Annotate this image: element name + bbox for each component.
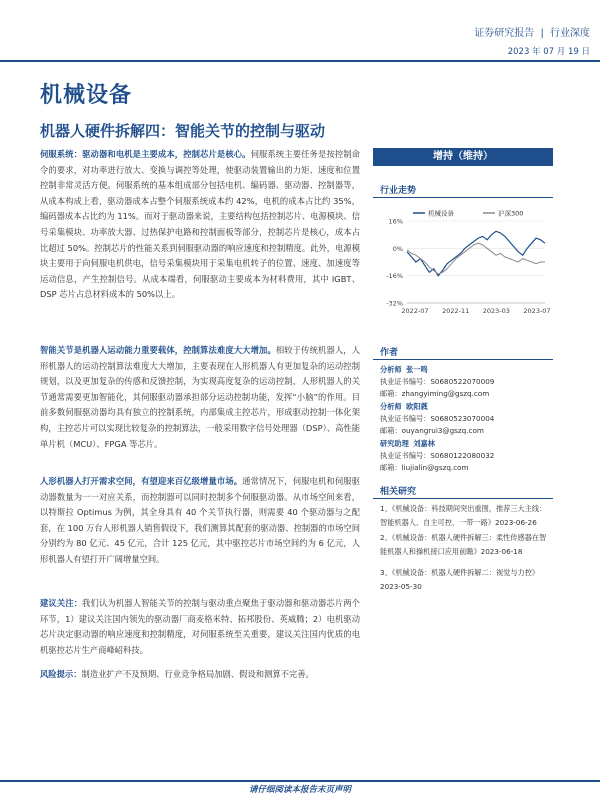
paragraph-body: 通常情况下，伺服电机和伺服驱动器数量为一一对应关系，而控制器可以同时控制多个伺服驱动器。从市场空间来看，以特斯拉 Optimus 为例，其全身具有 40 个关节执行器，则需要 40 个驱动器与之配套，在 100 万台人形机器人销售假设下，我们测算其配套的驱动器、控制器的市场空间分别约为 80 亿元、45 亿元，合计 125 亿元，其中驱控芯片市场空间约为 6 亿元，人形机器人有望打开广阔增量空间。 <box>40 476 360 564</box>
analyst-email[interactable]: liujialin@gszq.com <box>401 463 469 472</box>
cert-label: 执业证书编号： <box>380 451 431 460</box>
analyst-card <box>380 438 550 474</box>
header-separator: | <box>540 28 544 39</box>
trend-section-divider <box>373 197 553 198</box>
analyst-name: 张一鸣 <box>406 365 428 374</box>
analyst-email[interactable]: ouyangrui3@gszq.com <box>401 426 484 435</box>
chart-grid <box>407 221 545 303</box>
header-divider <box>0 60 600 62</box>
footer-disclaimer: 请仔细阅读本报告末页声明 <box>248 785 351 795</box>
trend-section-title: 行业走势 <box>380 186 417 196</box>
rating-badge: 增持（维持） <box>373 148 553 166</box>
y-tick-label: 16% <box>388 217 403 226</box>
footer-divider <box>0 780 600 782</box>
cert-label: 执业证书编号： <box>380 377 431 386</box>
y-tick-label: -32% <box>386 299 403 308</box>
paragraph-lead: 风险提示： <box>40 669 82 679</box>
email-label: 邮箱： <box>380 463 402 472</box>
chart-legend <box>413 209 523 218</box>
email-label: 邮箱： <box>380 389 402 398</box>
analyst-role: 研究助理 <box>380 439 409 448</box>
authors-section-divider <box>373 359 553 360</box>
paragraph-body: 相较于传统机器人，人形机器人的运动控制算法难度大大增加，主要表现在人形机器人有更加复杂的运动控制规划，以及更加复杂的传感和反馈控制，为实现高度复杂的运动控制，人形机器人的关节通常需要更加智能化，其伺服驱动器承担部分运动控制功能，发挥“小脑”的作用。目前多数伺服驱动器均具有独立的控制系统，内部集成主控芯片，形成驱动控制一体化架构，主控芯片可以实现比较复杂的控制算法，一般采用数字信号处理器（DSP）、高性能单片机（MCU）、FPGA 等芯片。 <box>40 345 360 449</box>
paragraph-recommendation <box>40 596 360 658</box>
paragraph-smart-joint <box>40 343 360 452</box>
paragraph-risk <box>40 667 360 683</box>
email-label: 邮箱： <box>380 426 402 435</box>
paragraph-lead: 智能关节是机器人运动能力重要载体，控制算法难度大大增加。 <box>40 345 276 355</box>
industry-trend-chart <box>373 203 553 325</box>
chart-labels <box>386 218 550 316</box>
related-research-item[interactable]: 2、《机械设备：机器人硬件拆解三：柔性传感器在智能机器人和操机接口应用前瞻》2023-06-18 <box>380 533 547 556</box>
related-research-item[interactable]: 1、《机械设备：科技期间突出重围，推荐三大主线：智能机器人、自主可控、一带一路》2023-06-26 <box>380 504 547 527</box>
series-line-machinery <box>407 231 545 275</box>
chart-lines <box>407 231 545 275</box>
x-tick-label: 2023-07 <box>523 307 551 315</box>
analyst-cert: S0680523070004 <box>430 414 495 423</box>
cert-label: 执业证书编号： <box>380 414 431 423</box>
analyst-email[interactable]: zhangyiming@gszq.com <box>401 389 490 398</box>
paragraph-body: 伺服系统主要任务是按控制命令的要求，对功率进行放大、变换与调控等处理，使驱动装置输出的力矩、速度和位置控制非常灵活方便。伺服系统的基本组成部分包括电机、编码器、驱动器、控制器等，从成本构成上看，驱动器成本占整个伺服系统成本约 42%，电机的成本占比约 35%，编码器成本占比约为 11%。而对于驱动器来说，主要结构包括控制芯片、电源模块、信号采集模块、功率放大器、过热保护电路和控制面板等部分，控制芯片是核心，成本占比超过 50%。控制芯片的性能关系到伺服驱动器的响应速度和控制精度。此外，电源模块主要用于向伺服电机供电，信号采集模块用于采集电机转子的位置、速度、加速度等运动信息，产生控制信号。从成本端看，伺服驱动主要成本为材料费用，其中 IGBT、DSP 芯片占总材料成本的 50%以上。 <box>40 149 360 300</box>
authors-section-title: 作者 <box>380 348 399 358</box>
research-section-title: 相关研究 <box>380 487 417 497</box>
sector-title: 机械设备 <box>40 83 133 108</box>
related-research-item[interactable]: 3、《机械设备：机器人硬件拆解二：视觉与力控》2023-05-30 <box>380 568 540 591</box>
paragraph-lead: 建议关注： <box>40 598 83 608</box>
x-tick-label: 2023-03 <box>482 307 510 315</box>
x-tick-label: 2022-11 <box>442 307 470 315</box>
report-category: 行业深度 <box>550 28 590 39</box>
paragraph-body: 制造业扩产不及预期、行业竞争格局加剧、假设和测算不完善。 <box>81 669 314 679</box>
paragraph-servo-system <box>40 147 360 303</box>
y-tick-label: 0% <box>392 244 403 253</box>
paragraph-lead: 伺服系统：驱动器和电机是主要成本，控制芯片是核心。 <box>40 149 251 159</box>
paragraph-body: 我们认为机器人智能关节的控制与驱动重点聚焦于驱动器和驱动器芯片两个环节，1）建议关注国内领先的驱动器厂商麦格米特、拓邦股份、英威腾；2）电机驱动芯片决定驱动器的响应速度和控制精度，对伺服系统至关重要，建议关注国内优质的电机驱控芯片生产商峰岹科技。 <box>40 598 360 655</box>
paragraph-market-space <box>40 474 360 568</box>
legend-label: 机械设备 <box>428 209 454 218</box>
analyst-cert: S0680122080032 <box>430 451 495 460</box>
legend-label: 沪深300 <box>498 209 524 218</box>
analyst-card <box>380 364 550 400</box>
research-section-divider <box>373 498 553 499</box>
analyst-cert: S0680522070009 <box>430 377 495 386</box>
analyst-role: 分析师 <box>380 365 402 374</box>
analyst-name: 欧阳蕤 <box>406 402 428 411</box>
analyst-role: 分析师 <box>380 402 402 411</box>
analyst-card <box>380 401 550 437</box>
y-tick-label: -16% <box>386 272 403 281</box>
report-date: 2023 年 07 月 19 日 <box>507 47 590 57</box>
paragraph-lead: 人形机器人打开需求空间，有望迎来百亿级增量市场。 <box>40 476 243 486</box>
x-tick-label: 2022-07 <box>401 307 429 315</box>
report-type: 证券研究报告 <box>474 28 535 39</box>
report-title: 机器人硬件拆解四：智能关节的控制与驱动 <box>40 122 326 140</box>
analyst-name: 刘嘉林 <box>413 439 435 448</box>
report-type-header <box>474 24 590 39</box>
